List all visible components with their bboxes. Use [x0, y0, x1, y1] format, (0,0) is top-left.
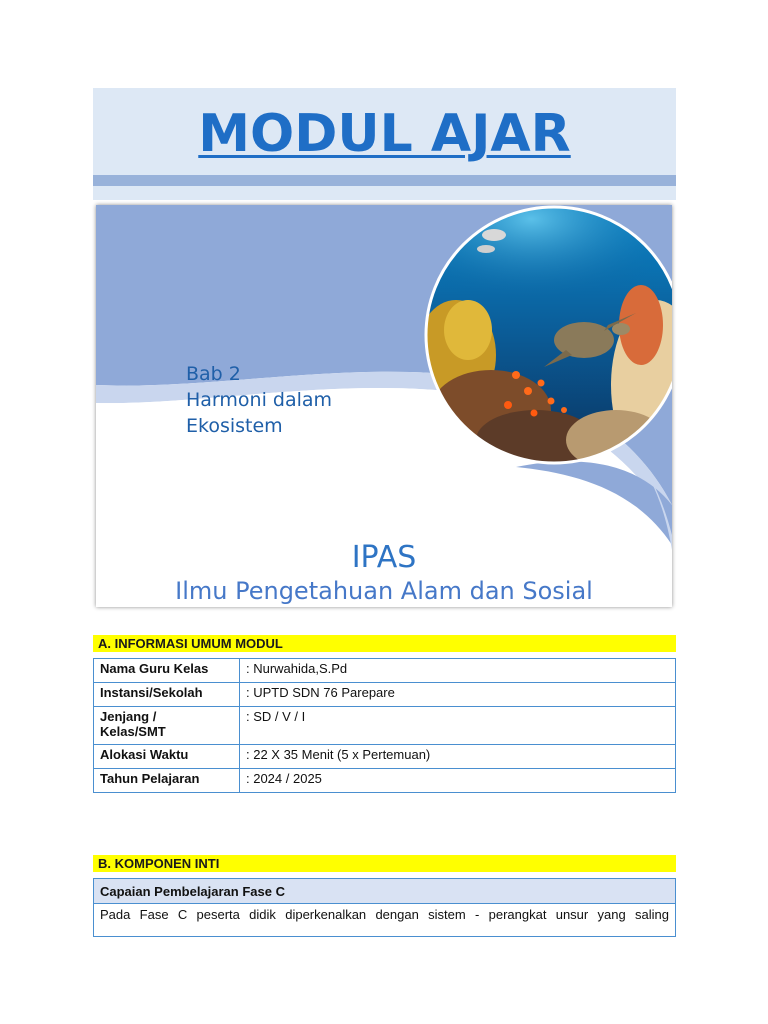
- row-label-line2: Kelas/SMT: [100, 724, 166, 739]
- row-value: : 22 X 35 Menit (5 x Pertemuan): [240, 745, 676, 769]
- table-row: [94, 745, 676, 769]
- table-row: [94, 879, 676, 904]
- row-value: : Nurwahida,S.Pd: [240, 659, 676, 683]
- cover-image: [96, 205, 672, 607]
- row-label: [94, 707, 240, 745]
- table-row: [94, 659, 676, 683]
- info-table: [93, 658, 676, 793]
- chapter-title-line2: Ekosistem: [186, 415, 283, 437]
- title-band-lower: [93, 186, 676, 200]
- table-row: [94, 707, 676, 745]
- row-label: Instansi/Sekolah: [94, 683, 240, 707]
- komponen-table: [93, 878, 676, 937]
- row-label: Nama Guru Kelas: [94, 659, 240, 683]
- title-rule: [93, 175, 676, 186]
- row-value: : 2024 / 2025: [240, 769, 676, 793]
- row-value: : SD / V / I: [240, 707, 676, 745]
- table-text: Pada Fase C peserta didik diperkenalkan dengan sistem - perangkat unsur yang saling: [94, 904, 676, 937]
- title-band: [93, 88, 676, 175]
- section-a-heading: A. INFORMASI UMUM MODUL: [93, 635, 676, 652]
- table-row: [94, 904, 676, 937]
- section-b-heading: B. KOMPONEN INTI: [93, 855, 676, 872]
- chapter-number: Bab 2: [186, 363, 241, 385]
- row-label-line1: Jenjang /: [100, 709, 157, 724]
- row-label: Alokasi Waktu: [94, 745, 240, 769]
- row-label: Tahun Pelajaran: [94, 769, 240, 793]
- table-row: [94, 769, 676, 793]
- table-row: [94, 683, 676, 707]
- row-value: : UPTD SDN 76 Parepare: [240, 683, 676, 707]
- page-title: MODUL AJAR: [198, 104, 571, 164]
- subject-code: IPAS: [351, 540, 417, 575]
- table-header: Capaian Pembelajaran Fase C: [94, 879, 676, 904]
- subject-full-name: Ilmu Pengetahuan Alam dan Sosial: [175, 577, 593, 605]
- chapter-label: [186, 361, 332, 439]
- chapter-title-line1: Harmoni dalam: [186, 389, 333, 411]
